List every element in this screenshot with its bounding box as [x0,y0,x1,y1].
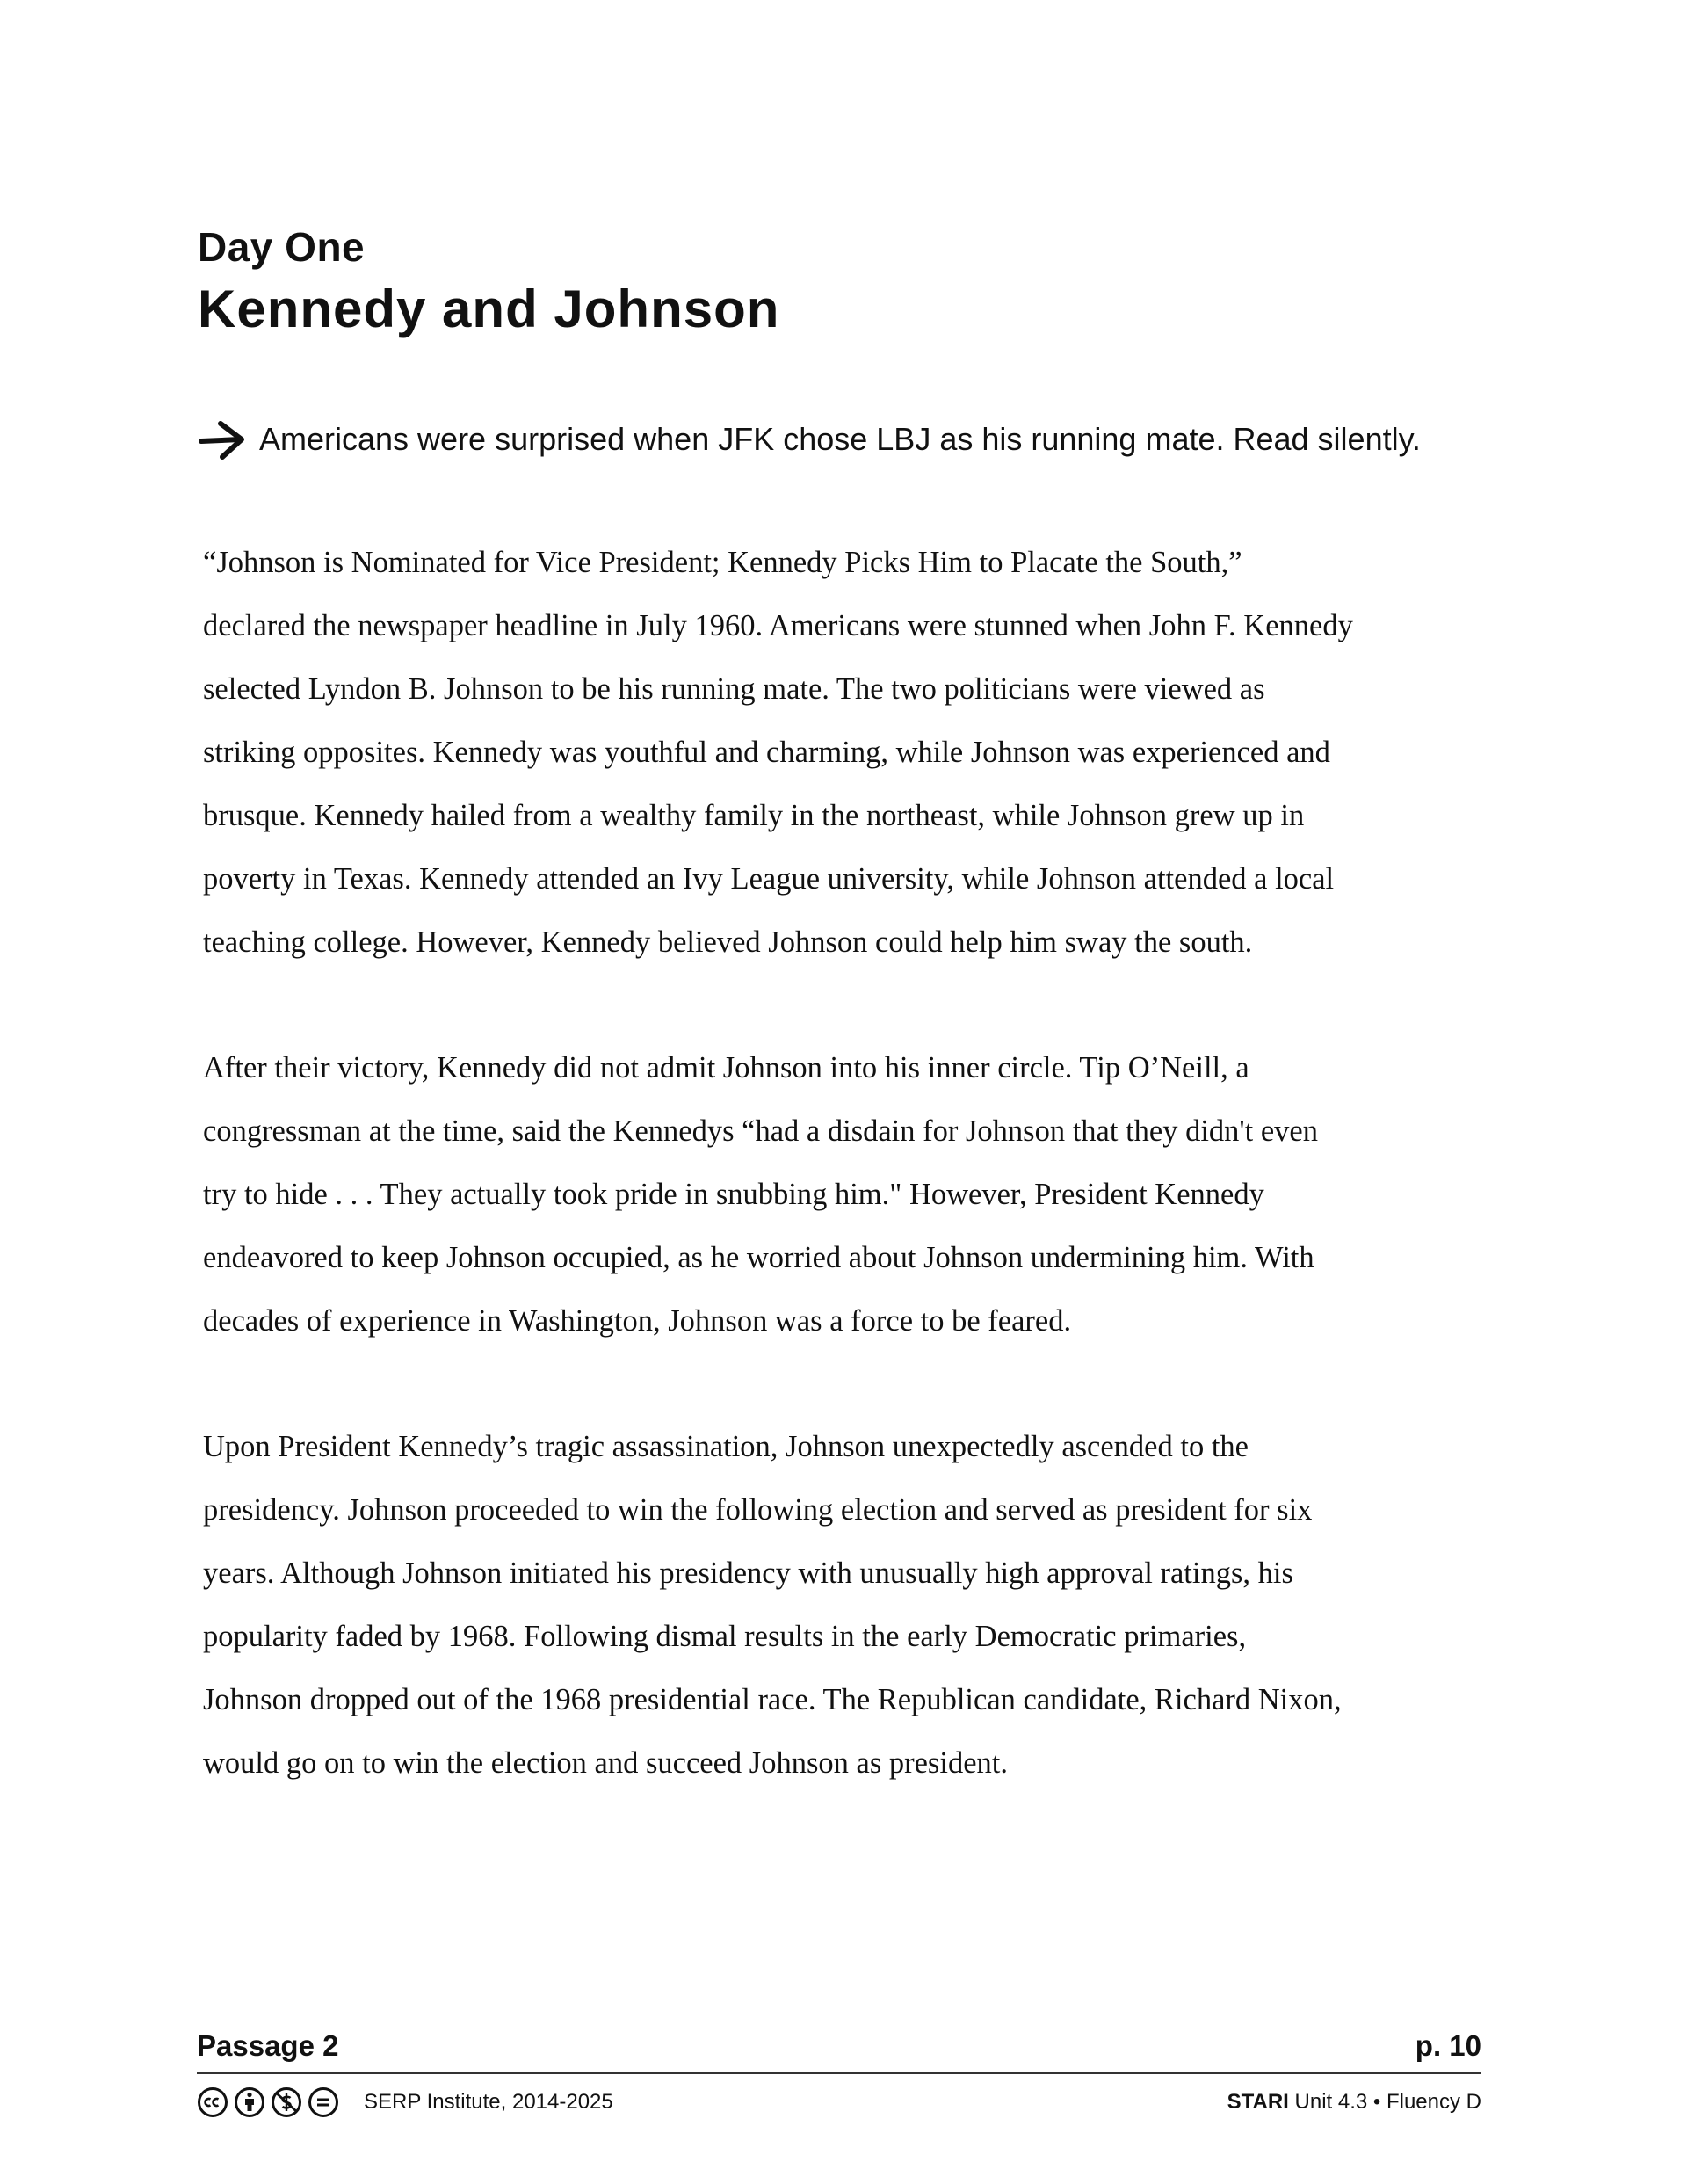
passage-line: decades of experience in Washington, Johnson was a force to be feared. [203,1304,1072,1338]
footer-top [197,2029,1481,2070]
passage-line: declared the newspaper headline in July 1960. Americans were stunned when John F. Kennedy [203,609,1353,642]
passage-line: presidency. Johnson proceeded to win the following election and served as president for six [203,1493,1313,1527]
copyright: SERP Institute, 2014-2025 [364,2090,613,2114]
paragraph-3 [203,1415,1486,1795]
passage-line: Upon President Kennedy’s tragic assassination, Johnson unexpectedly ascended to the [203,1430,1249,1463]
passage [203,531,1486,1857]
license-icons [197,2086,339,2118]
paragraph-1 [203,531,1486,974]
passage-line: After their victory, Kennedy did not admit Johnson into his inner circle. Tip O’Neill, a [203,1051,1249,1085]
instruction [198,418,1421,461]
passage-line: poverty in Texas. Kennedy attended an Ivy League university, while Johnson attended a local [203,862,1335,896]
noncommercial-icon [271,2086,302,2118]
passage-line: years. Although Johnson initiated his presidency with unusually high approval ratings, his [203,1556,1293,1590]
passage-line: striking opposites. Kennedy was youthful and charming, while Johnson was experienced and [203,736,1330,769]
arrow-right-icon [198,418,249,461]
page-number: p. 10 [1415,2029,1481,2062]
passage-line: endeavored to keep Johnson occupied, as he worried about Johnson undermining him. With [203,1241,1314,1274]
passage-line: would go on to win the election and succeed Johnson as president. [203,1746,1008,1780]
passage-line: “Johnson is Nominated for Vice President; Kennedy Picks Him to Placate the South,” [203,546,1242,579]
passage-line: brusque. Kennedy hailed from a wealthy family in the northeast, while Johnson grew up in [203,799,1305,832]
footer-bottom [197,2086,1481,2122]
passage-line: congressman at the time, said the Kennedys “had a disdain for Johnson that they didn't even [203,1114,1318,1148]
unit-brand: STARI [1227,2090,1289,2114]
cc-icon [197,2086,228,2118]
passage-label: Passage 2 [197,2029,339,2062]
passage-line: try to hide . . . They actually took pride in snubbing him." However, President Kennedy [203,1178,1264,1211]
attribution-icon [234,2086,265,2118]
footer-divider [197,2072,1481,2074]
no-derivatives-icon [308,2086,339,2118]
instruction-text: Americans were surprised when JFK chose LBJ as his running mate. Read silently. [259,421,1421,457]
paragraph-2 [203,1036,1486,1353]
passage-line: Johnson dropped out of the 1968 presidential race. The Republican candidate, Richard Nixon, [203,1683,1342,1716]
page-title: Kennedy and Johnson [198,279,780,338]
unit-detail: Unit 4.3 • Fluency D [1288,2090,1481,2114]
unit-label [1227,2090,1481,2115]
day-label: Day One [198,224,366,270]
passage-line: teaching college. However, Kennedy believed Johnson could help him sway the south. [203,925,1253,959]
passage-line: popularity faded by 1968. Following dismal results in the early Democratic primaries, [203,1620,1247,1653]
passage-line: selected Lyndon B. Johnson to be his running mate. The two politicians were viewed as [203,672,1265,706]
